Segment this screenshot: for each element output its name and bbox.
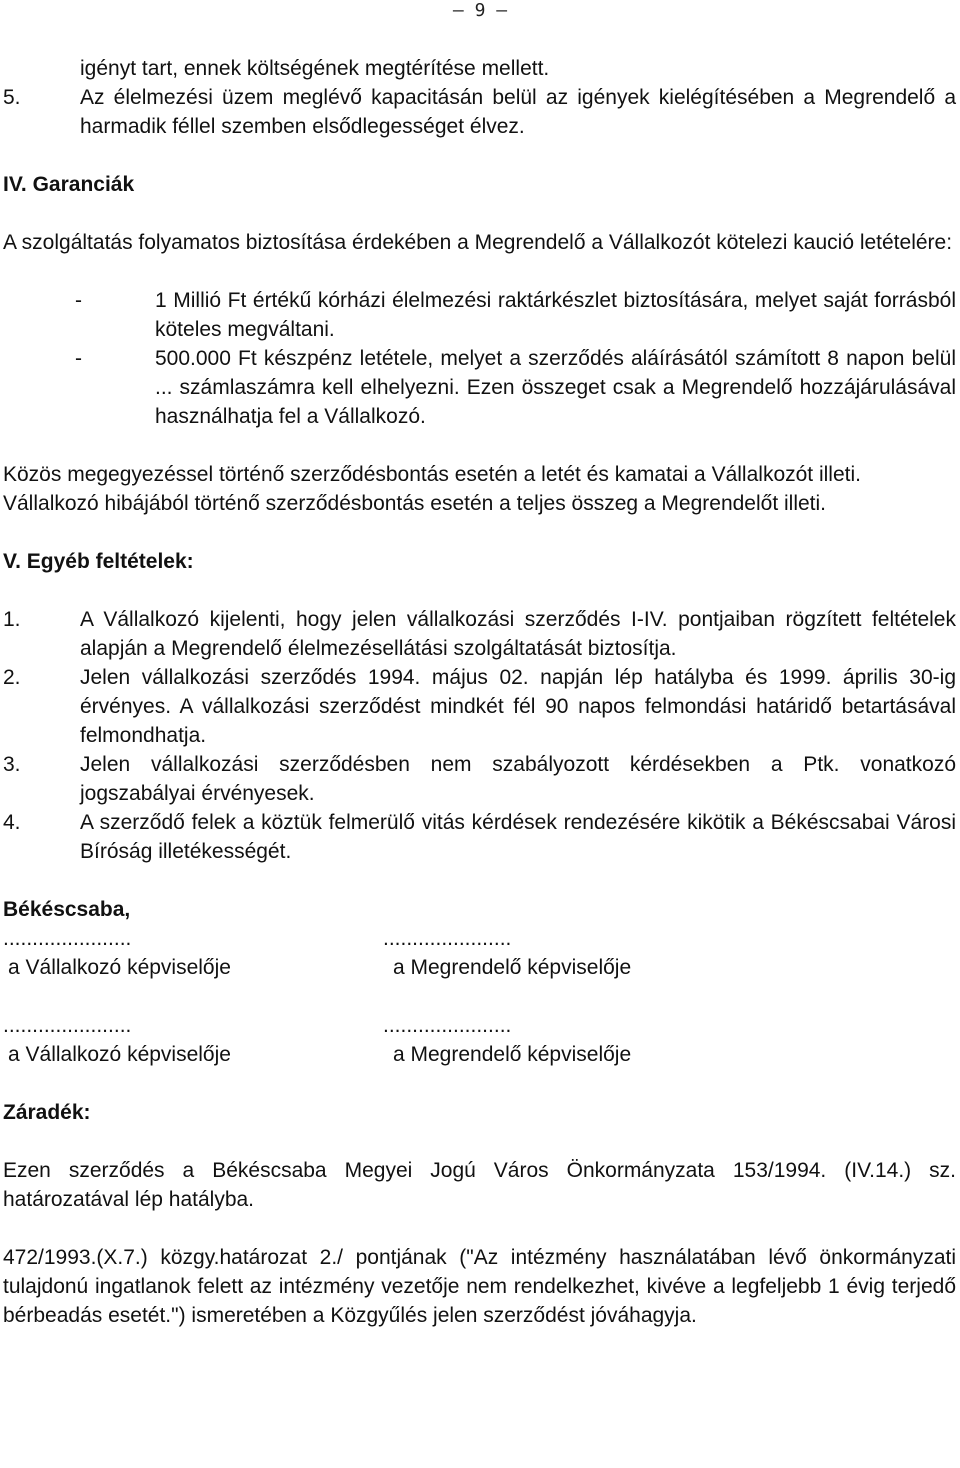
document-body (3, 54, 956, 1330)
list-item (3, 750, 956, 808)
signature-block (3, 1011, 956, 1069)
dash-item-text: 500.000 Ft készpénz letétele, melyet a szerződés aláírásától számított 8 napon belül ... számlaszámra kell elhelyezni. Ezen összeget csak a Megrendelő hozzájárulásával használhatja fel a Vállalkozó. (155, 347, 956, 428)
paragraph: Közös megegyezéssel történő szerződésbontás esetén a letét és kamatai a Vállalkozót illeti. (3, 463, 861, 486)
list-item-number: 1. (3, 608, 21, 631)
list-item (3, 663, 956, 750)
signatory-contractor: a Vállalkozó képviselője (8, 956, 231, 979)
list-item-text: Jelen vállalkozási szerződés 1994. május 02. napján lép hatályba és 1999. április 30-ig érvényes. A vállalkozási szerződést mindkét fél 90 napos felmondási határidő betartásával felmondhatja. (80, 666, 956, 747)
dash-item-text: 1 Millió Ft értékű kórházi élelmezési raktárkészlet biztosítására, melyet saját forrásból köteles megváltani. (155, 289, 956, 341)
paragraph: Vállalkozó hibájából történő szerződésbontás esetén a teljes összeg a Megrendelőt illeti. (3, 492, 826, 515)
signature-place: Békéscsaba, (3, 898, 131, 921)
signatory-contractor: a Vállalkozó képviselője (8, 1043, 231, 1066)
numbered-list (3, 605, 956, 866)
signature-dots-row (3, 924, 956, 953)
list-item (3, 83, 956, 141)
signature-line-left: ...................... (3, 1014, 132, 1037)
list-item (3, 808, 956, 866)
dash-list-item (3, 286, 956, 344)
paragraph: 472/1993.(X.7.) közgy.határozat 2./ pontjának ("Az intézmény használatában lévő önkormányzati tulajdonú ingatlanok felett az intézmény vezetője nem rendelkezhet, kivéve a legfeljebb 1 évig terjedő bérbeadás esetét.") ismeretében a Közgyűlés jelen szerződést jóváhagyja. (3, 1246, 956, 1327)
signature-line-right: ...................... (383, 1014, 512, 1037)
signature-dots-row (3, 1011, 956, 1040)
signature-names-row (3, 1040, 956, 1069)
list-item (3, 605, 956, 663)
list-item-number: 5. (3, 86, 21, 109)
list-item-text: A Vállalkozó kijelenti, hogy jelen vállalkozási szerződés I-IV. pontjaiban rögzített feltételek alapján a Megrendelő élelmezésellátási szolgáltatását biztosítja. (80, 608, 956, 660)
list-item-text: A szerződő felek a köztük felmerülő vitás kérdések rendezésére kikötik a Békéscsabai Városi Bíróság illetékességét. (80, 811, 956, 863)
signatory-client: a Megrendelő képviselője (393, 1043, 632, 1066)
clause-heading: Záradék: (3, 1101, 91, 1124)
section-heading-other-conditions: V. Egyéb feltételek: (3, 550, 194, 573)
continuation-text: igényt tart, ennek költségének megtérítése mellett. (80, 57, 550, 80)
paragraph: A szolgáltatás folyamatos biztosítása érdekében a Megrendelő a Vállalkozót kötelezi kaució letételére: (3, 231, 953, 254)
dash-bullet: - (75, 289, 82, 312)
list-item-number: 3. (3, 753, 21, 776)
list-item-number: 2. (3, 666, 21, 689)
list-item-text: Az élelmezési üzem meglévő kapacitásán belül az igények kielégítésében a Megrendelő a harmadik féllel szemben elsődlegességet élvez. (80, 86, 956, 138)
signatory-client: a Megrendelő képviselője (393, 956, 632, 979)
dash-bullet: - (75, 347, 82, 370)
signature-block (3, 924, 956, 982)
list-item-number: 4. (3, 811, 21, 834)
signature-names-row (3, 953, 956, 982)
section-heading-guarantees: IV. Garanciák (3, 173, 135, 196)
dash-list (3, 286, 956, 431)
list-item-text: Jelen vállalkozási szerződésben nem szabályozott kérdésekben a Ptk. vonatkozó jogszabályai érvényesek. (80, 753, 956, 805)
signature-line-left: ...................... (3, 927, 132, 950)
paragraph: Ezen szerződés a Békéscsaba Megyei Jogú Város Önkormányzata 153/1994. (IV.14.) sz. határozatával lép hatályba. (3, 1159, 956, 1211)
page-number: – 9 – (452, 0, 508, 21)
signature-line-right: ...................... (383, 927, 512, 950)
dash-list-item (3, 344, 956, 431)
